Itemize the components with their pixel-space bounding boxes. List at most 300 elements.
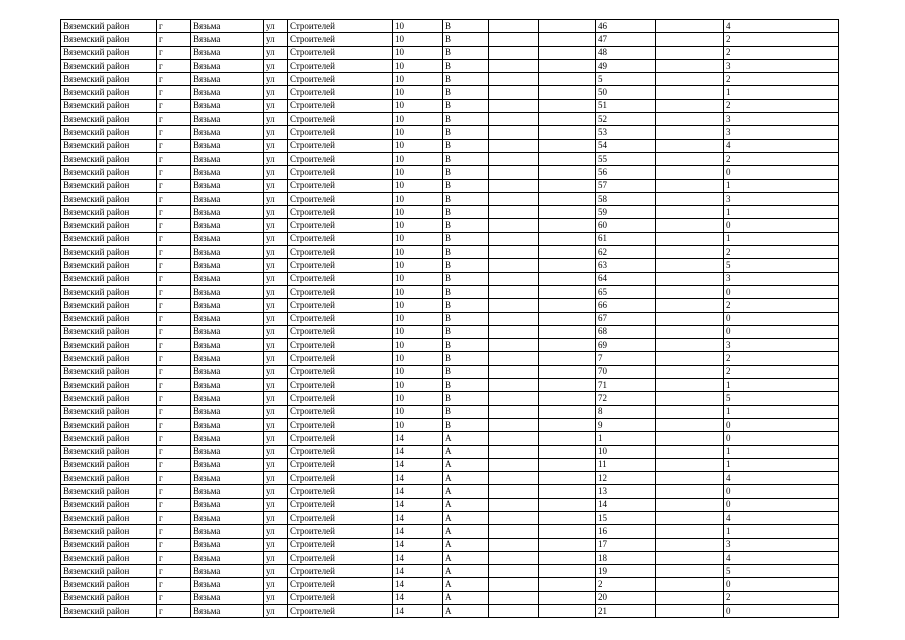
cell-col-11 xyxy=(656,206,724,219)
cell-col-11 xyxy=(656,33,724,46)
cell-district: Вяземский район xyxy=(61,166,157,179)
cell-street: Строителей xyxy=(288,86,393,99)
cell-building: В xyxy=(443,33,489,46)
cell-col-9 xyxy=(539,99,596,112)
cell-col-9 xyxy=(539,46,596,59)
cell-col-8 xyxy=(489,152,539,165)
cell-city: Вязьма xyxy=(191,272,264,285)
cell-city: Вязьма xyxy=(191,312,264,325)
cell-settlement-type: г xyxy=(157,166,191,179)
cell-col-9 xyxy=(539,472,596,485)
cell-col-11 xyxy=(656,578,724,591)
cell-street: Строителей xyxy=(288,485,393,498)
cell-street: Строителей xyxy=(288,538,393,551)
cell-settlement-type: г xyxy=(157,113,191,126)
cell-district: Вяземский район xyxy=(61,605,157,618)
cell-apartment: 1 xyxy=(596,432,656,445)
cell-street-type: ул xyxy=(264,379,288,392)
cell-district: Вяземский район xyxy=(61,365,157,378)
table-row xyxy=(61,405,839,418)
cell-count: 3 xyxy=(724,538,839,551)
cell-col-11 xyxy=(656,445,724,458)
cell-apartment: 57 xyxy=(596,179,656,192)
cell-col-11 xyxy=(656,312,724,325)
cell-street: Строителей xyxy=(288,73,393,86)
cell-house-number: 10 xyxy=(393,339,443,352)
table-row xyxy=(61,472,839,485)
cell-house-number: 10 xyxy=(393,405,443,418)
cell-city: Вязьма xyxy=(191,86,264,99)
cell-apartment: 70 xyxy=(596,365,656,378)
table-row xyxy=(61,365,839,378)
cell-col-11 xyxy=(656,458,724,471)
cell-col-8 xyxy=(489,46,539,59)
cell-district: Вяземский район xyxy=(61,219,157,232)
cell-settlement-type: г xyxy=(157,259,191,272)
cell-apartment: 5 xyxy=(596,73,656,86)
cell-col-8 xyxy=(489,379,539,392)
cell-street-type: ул xyxy=(264,86,288,99)
cell-street: Строителей xyxy=(288,432,393,445)
cell-count: 2 xyxy=(724,33,839,46)
table-row xyxy=(61,126,839,139)
cell-count: 3 xyxy=(724,113,839,126)
cell-building: В xyxy=(443,166,489,179)
cell-col-8 xyxy=(489,551,539,564)
cell-col-8 xyxy=(489,272,539,285)
cell-col-9 xyxy=(539,605,596,618)
cell-street-type: ул xyxy=(264,418,288,431)
cell-col-11 xyxy=(656,405,724,418)
cell-house-number: 10 xyxy=(393,113,443,126)
cell-settlement-type: г xyxy=(157,432,191,445)
cell-building: А xyxy=(443,538,489,551)
cell-col-8 xyxy=(489,166,539,179)
cell-settlement-type: г xyxy=(157,445,191,458)
cell-city: Вязьма xyxy=(191,325,264,338)
table-row xyxy=(61,59,839,72)
table-row xyxy=(61,272,839,285)
cell-city: Вязьма xyxy=(191,525,264,538)
cell-col-8 xyxy=(489,578,539,591)
cell-city: Вязьма xyxy=(191,206,264,219)
cell-col-11 xyxy=(656,192,724,205)
cell-count: 0 xyxy=(724,498,839,511)
cell-street: Строителей xyxy=(288,166,393,179)
cell-settlement-type: г xyxy=(157,20,191,33)
cell-col-11 xyxy=(656,418,724,431)
cell-city: Вязьма xyxy=(191,285,264,298)
cell-apartment: 2 xyxy=(596,578,656,591)
cell-street-type: ул xyxy=(264,46,288,59)
cell-apartment: 7 xyxy=(596,352,656,365)
cell-col-11 xyxy=(656,20,724,33)
table-row xyxy=(61,166,839,179)
cell-col-9 xyxy=(539,432,596,445)
cell-city: Вязьма xyxy=(191,99,264,112)
cell-settlement-type: г xyxy=(157,86,191,99)
cell-settlement-type: г xyxy=(157,246,191,259)
cell-house-number: 10 xyxy=(393,126,443,139)
cell-settlement-type: г xyxy=(157,312,191,325)
cell-count: 2 xyxy=(724,46,839,59)
cell-col-9 xyxy=(539,525,596,538)
cell-count: 0 xyxy=(724,312,839,325)
cell-count: 0 xyxy=(724,485,839,498)
cell-apartment: 59 xyxy=(596,206,656,219)
cell-settlement-type: г xyxy=(157,365,191,378)
table-row xyxy=(61,379,839,392)
cell-city: Вязьма xyxy=(191,59,264,72)
cell-street-type: ул xyxy=(264,325,288,338)
cell-count: 0 xyxy=(724,432,839,445)
cell-street-type: ул xyxy=(264,99,288,112)
table-row xyxy=(61,86,839,99)
cell-count: 2 xyxy=(724,299,839,312)
cell-col-8 xyxy=(489,538,539,551)
cell-col-9 xyxy=(539,551,596,564)
cell-settlement-type: г xyxy=(157,46,191,59)
cell-city: Вязьма xyxy=(191,511,264,524)
cell-apartment: 68 xyxy=(596,325,656,338)
cell-building: В xyxy=(443,312,489,325)
cell-col-11 xyxy=(656,272,724,285)
cell-street-type: ул xyxy=(264,73,288,86)
cell-street-type: ул xyxy=(264,232,288,245)
table-row xyxy=(61,565,839,578)
cell-house-number: 14 xyxy=(393,458,443,471)
cell-count: 4 xyxy=(724,511,839,524)
cell-street: Строителей xyxy=(288,113,393,126)
cell-street: Строителей xyxy=(288,525,393,538)
cell-house-number: 10 xyxy=(393,312,443,325)
cell-col-8 xyxy=(489,179,539,192)
cell-col-11 xyxy=(656,219,724,232)
cell-house-number: 14 xyxy=(393,485,443,498)
cell-col-11 xyxy=(656,99,724,112)
cell-apartment: 21 xyxy=(596,605,656,618)
cell-settlement-type: г xyxy=(157,339,191,352)
table-row xyxy=(61,445,839,458)
cell-district: Вяземский район xyxy=(61,139,157,152)
cell-settlement-type: г xyxy=(157,379,191,392)
cell-street: Строителей xyxy=(288,219,393,232)
cell-house-number: 10 xyxy=(393,192,443,205)
cell-apartment: 53 xyxy=(596,126,656,139)
cell-settlement-type: г xyxy=(157,73,191,86)
cell-house-number: 10 xyxy=(393,392,443,405)
cell-col-9 xyxy=(539,20,596,33)
cell-building: А xyxy=(443,432,489,445)
cell-street-type: ул xyxy=(264,285,288,298)
cell-col-9 xyxy=(539,445,596,458)
table-row xyxy=(61,551,839,564)
cell-district: Вяземский район xyxy=(61,299,157,312)
cell-district: Вяземский район xyxy=(61,272,157,285)
cell-street-type: ул xyxy=(264,405,288,418)
cell-count: 3 xyxy=(724,126,839,139)
cell-col-9 xyxy=(539,405,596,418)
cell-district: Вяземский район xyxy=(61,339,157,352)
cell-col-11 xyxy=(656,392,724,405)
cell-city: Вязьма xyxy=(191,605,264,618)
table-row xyxy=(61,578,839,591)
cell-col-11 xyxy=(656,126,724,139)
table-row xyxy=(61,139,839,152)
cell-building: В xyxy=(443,113,489,126)
cell-col-11 xyxy=(656,86,724,99)
cell-building: В xyxy=(443,73,489,86)
cell-col-8 xyxy=(489,365,539,378)
cell-settlement-type: г xyxy=(157,126,191,139)
cell-street: Строителей xyxy=(288,405,393,418)
cell-col-8 xyxy=(489,139,539,152)
cell-house-number: 10 xyxy=(393,139,443,152)
cell-house-number: 10 xyxy=(393,219,443,232)
cell-house-number: 14 xyxy=(393,591,443,604)
cell-apartment: 62 xyxy=(596,246,656,259)
cell-building: В xyxy=(443,219,489,232)
cell-house-number: 10 xyxy=(393,365,443,378)
cell-count: 1 xyxy=(724,458,839,471)
cell-district: Вяземский район xyxy=(61,312,157,325)
cell-district: Вяземский район xyxy=(61,511,157,524)
cell-city: Вязьма xyxy=(191,152,264,165)
cell-apartment: 55 xyxy=(596,152,656,165)
cell-house-number: 10 xyxy=(393,166,443,179)
cell-house-number: 14 xyxy=(393,551,443,564)
cell-building: А xyxy=(443,605,489,618)
table-row xyxy=(61,485,839,498)
cell-district: Вяземский район xyxy=(61,445,157,458)
cell-district: Вяземский район xyxy=(61,59,157,72)
cell-building: В xyxy=(443,325,489,338)
cell-city: Вязьма xyxy=(191,591,264,604)
cell-col-11 xyxy=(656,565,724,578)
cell-col-11 xyxy=(656,259,724,272)
cell-city: Вязьма xyxy=(191,365,264,378)
cell-col-9 xyxy=(539,339,596,352)
cell-col-8 xyxy=(489,246,539,259)
cell-house-number: 10 xyxy=(393,59,443,72)
cell-building: В xyxy=(443,179,489,192)
cell-city: Вязьма xyxy=(191,538,264,551)
cell-city: Вязьма xyxy=(191,339,264,352)
cell-count: 1 xyxy=(724,379,839,392)
cell-building: В xyxy=(443,232,489,245)
cell-settlement-type: г xyxy=(157,299,191,312)
cell-street-type: ул xyxy=(264,605,288,618)
cell-count: 1 xyxy=(724,445,839,458)
cell-count: 1 xyxy=(724,405,839,418)
cell-settlement-type: г xyxy=(157,59,191,72)
cell-settlement-type: г xyxy=(157,352,191,365)
cell-street-type: ул xyxy=(264,192,288,205)
cell-col-11 xyxy=(656,246,724,259)
cell-col-8 xyxy=(489,485,539,498)
cell-district: Вяземский район xyxy=(61,392,157,405)
cell-city: Вязьма xyxy=(191,418,264,431)
cell-district: Вяземский район xyxy=(61,565,157,578)
cell-city: Вязьма xyxy=(191,139,264,152)
cell-house-number: 14 xyxy=(393,578,443,591)
cell-building: В xyxy=(443,259,489,272)
cell-col-8 xyxy=(489,339,539,352)
cell-col-8 xyxy=(489,591,539,604)
cell-count: 5 xyxy=(724,392,839,405)
cell-settlement-type: г xyxy=(157,418,191,431)
cell-col-11 xyxy=(656,379,724,392)
cell-street: Строителей xyxy=(288,126,393,139)
cell-building: А xyxy=(443,472,489,485)
table-row xyxy=(61,179,839,192)
cell-col-9 xyxy=(539,312,596,325)
cell-col-11 xyxy=(656,605,724,618)
cell-street: Строителей xyxy=(288,418,393,431)
cell-building: В xyxy=(443,392,489,405)
table-row xyxy=(61,192,839,205)
cell-street: Строителей xyxy=(288,472,393,485)
cell-city: Вязьма xyxy=(191,126,264,139)
cell-count: 1 xyxy=(724,86,839,99)
cell-count: 2 xyxy=(724,352,839,365)
cell-col-9 xyxy=(539,219,596,232)
cell-apartment: 9 xyxy=(596,418,656,431)
table-row xyxy=(61,312,839,325)
cell-col-11 xyxy=(656,73,724,86)
cell-district: Вяземский район xyxy=(61,485,157,498)
cell-col-8 xyxy=(489,20,539,33)
cell-settlement-type: г xyxy=(157,538,191,551)
cell-col-9 xyxy=(539,86,596,99)
table-row xyxy=(61,538,839,551)
cell-district: Вяземский район xyxy=(61,325,157,338)
cell-count: 0 xyxy=(724,219,839,232)
cell-col-9 xyxy=(539,206,596,219)
cell-street-type: ул xyxy=(264,219,288,232)
cell-house-number: 10 xyxy=(393,352,443,365)
cell-col-8 xyxy=(489,99,539,112)
table-row xyxy=(61,232,839,245)
cell-house-number: 10 xyxy=(393,73,443,86)
cell-street-type: ул xyxy=(264,445,288,458)
cell-house-number: 10 xyxy=(393,246,443,259)
cell-district: Вяземский район xyxy=(61,246,157,259)
cell-col-9 xyxy=(539,379,596,392)
cell-house-number: 10 xyxy=(393,379,443,392)
cell-city: Вязьма xyxy=(191,73,264,86)
cell-count: 4 xyxy=(724,139,839,152)
cell-district: Вяземский район xyxy=(61,206,157,219)
cell-apartment: 65 xyxy=(596,285,656,298)
cell-building: А xyxy=(443,578,489,591)
cell-house-number: 10 xyxy=(393,179,443,192)
cell-col-11 xyxy=(656,299,724,312)
cell-col-8 xyxy=(489,392,539,405)
cell-settlement-type: г xyxy=(157,511,191,524)
cell-district: Вяземский район xyxy=(61,472,157,485)
cell-house-number: 10 xyxy=(393,46,443,59)
cell-building: В xyxy=(443,272,489,285)
cell-col-9 xyxy=(539,418,596,431)
cell-street: Строителей xyxy=(288,232,393,245)
cell-col-8 xyxy=(489,206,539,219)
cell-building: А xyxy=(443,458,489,471)
cell-city: Вязьма xyxy=(191,392,264,405)
cell-district: Вяземский район xyxy=(61,33,157,46)
cell-count: 3 xyxy=(724,59,839,72)
cell-building: В xyxy=(443,285,489,298)
cell-apartment: 20 xyxy=(596,591,656,604)
cell-apartment: 8 xyxy=(596,405,656,418)
cell-col-9 xyxy=(539,485,596,498)
cell-city: Вязьма xyxy=(191,246,264,259)
cell-street: Строителей xyxy=(288,139,393,152)
cell-settlement-type: г xyxy=(157,33,191,46)
cell-house-number: 10 xyxy=(393,325,443,338)
cell-street: Строителей xyxy=(288,312,393,325)
cell-settlement-type: г xyxy=(157,605,191,618)
cell-city: Вязьма xyxy=(191,405,264,418)
table-row xyxy=(61,605,839,618)
cell-district: Вяземский район xyxy=(61,591,157,604)
cell-city: Вязьма xyxy=(191,445,264,458)
cell-street: Строителей xyxy=(288,272,393,285)
cell-col-9 xyxy=(539,246,596,259)
cell-col-8 xyxy=(489,605,539,618)
cell-house-number: 10 xyxy=(393,285,443,298)
table-row xyxy=(61,113,839,126)
cell-street: Строителей xyxy=(288,20,393,33)
cell-apartment: 51 xyxy=(596,99,656,112)
cell-street: Строителей xyxy=(288,99,393,112)
cell-district: Вяземский район xyxy=(61,578,157,591)
cell-apartment: 11 xyxy=(596,458,656,471)
cell-count: 4 xyxy=(724,551,839,564)
cell-house-number: 10 xyxy=(393,299,443,312)
cell-building: В xyxy=(443,20,489,33)
cell-apartment: 60 xyxy=(596,219,656,232)
cell-district: Вяземский район xyxy=(61,352,157,365)
cell-city: Вязьма xyxy=(191,379,264,392)
table-row xyxy=(61,432,839,445)
cell-house-number: 14 xyxy=(393,565,443,578)
table-row xyxy=(61,152,839,165)
cell-street: Строителей xyxy=(288,379,393,392)
cell-settlement-type: г xyxy=(157,405,191,418)
cell-col-11 xyxy=(656,365,724,378)
cell-settlement-type: г xyxy=(157,458,191,471)
cell-count: 2 xyxy=(724,591,839,604)
cell-street: Строителей xyxy=(288,46,393,59)
cell-count: 5 xyxy=(724,565,839,578)
cell-city: Вязьма xyxy=(191,192,264,205)
cell-street-type: ул xyxy=(264,458,288,471)
cell-count: 1 xyxy=(724,206,839,219)
cell-district: Вяземский район xyxy=(61,126,157,139)
cell-apartment: 15 xyxy=(596,511,656,524)
cell-district: Вяземский район xyxy=(61,538,157,551)
cell-street-type: ул xyxy=(264,126,288,139)
cell-settlement-type: г xyxy=(157,525,191,538)
cell-building: А xyxy=(443,445,489,458)
cell-apartment: 13 xyxy=(596,485,656,498)
cell-settlement-type: г xyxy=(157,99,191,112)
cell-settlement-type: г xyxy=(157,498,191,511)
table-row xyxy=(61,458,839,471)
cell-district: Вяземский район xyxy=(61,46,157,59)
cell-col-9 xyxy=(539,33,596,46)
